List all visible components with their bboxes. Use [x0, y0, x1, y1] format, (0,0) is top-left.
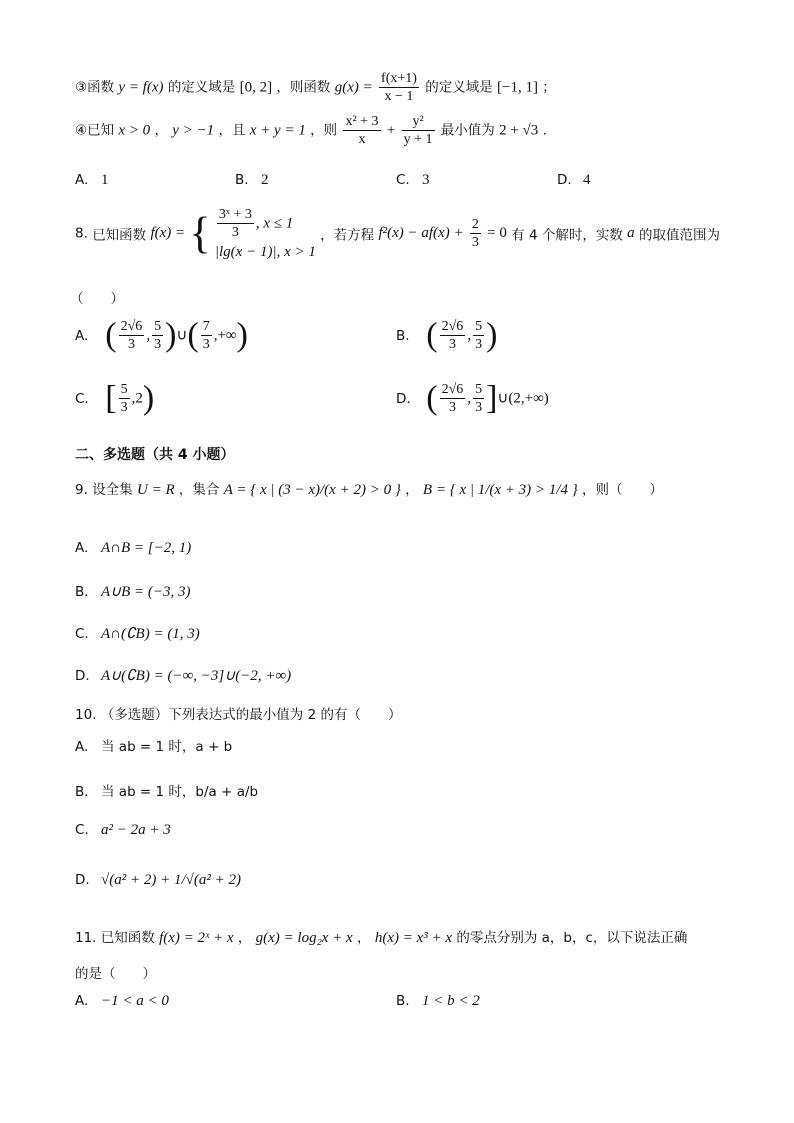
q9-universal-set: U = R	[136, 482, 175, 498]
q8-option-a[interactable]	[75, 318, 248, 364]
option-label: A.	[75, 172, 89, 188]
q9-text-2: ，集合	[178, 482, 220, 498]
q11-stem-line-2: 的是（ ）	[75, 966, 156, 982]
q8-a: a	[627, 225, 635, 241]
q11-option-a[interactable]	[75, 993, 169, 1010]
q8-option-d[interactable]	[396, 381, 549, 427]
q8-option-c[interactable]	[75, 381, 154, 427]
stmt4-num-2: y²	[402, 113, 435, 131]
q9-option-c[interactable]	[75, 624, 200, 643]
q11-h: h(x) = x³ + x	[374, 930, 453, 946]
stmt4-value: 2 + √3	[499, 122, 539, 139]
option-label: C.	[75, 822, 89, 838]
q8-text-3: 有 4 个解时，实数	[511, 227, 623, 244]
option-text: A∩B = [−2, 1)	[101, 540, 192, 556]
option-text: 1 < b < 2	[422, 993, 480, 1009]
stmt3-domain-1: [0, 2]	[239, 79, 273, 96]
stmt4-text-3: 最小值为	[440, 122, 495, 139]
option-text: 当 ab = 1 时，a + b	[101, 739, 233, 755]
q10-option-c[interactable]	[75, 822, 171, 839]
option-label: C.	[75, 390, 89, 407]
q7-option-b[interactable]	[235, 172, 269, 189]
option-text: A∪B = (−3, 3)	[101, 584, 191, 600]
q7-option-a[interactable]	[75, 172, 109, 189]
q9-set-b: B = { x | 1/(x + 3) > 1/4 }	[422, 482, 578, 498]
q8-equation-1: f²(x) − af(x) +	[378, 225, 464, 241]
stmt4-label: ④已知	[75, 122, 115, 139]
q10-stem	[75, 703, 401, 723]
stmt4-text-2: ，则	[310, 122, 338, 139]
q8-case1-den: 3	[231, 225, 239, 240]
stmt3-text-2: ，则函数	[276, 79, 331, 96]
section-heading: 二、多选题（共 4 小题）	[75, 447, 235, 463]
option-text: −1 < a < 0	[101, 993, 169, 1009]
stmt4-den-1: x	[358, 132, 366, 147]
q11-f: f(x) = 2ˣ + x	[159, 930, 234, 946]
stmt4-end: .	[542, 122, 547, 139]
q10-option-d[interactable]	[75, 872, 241, 889]
stmt4-cond-2: y > −1	[172, 122, 215, 139]
q9-sep: ，	[405, 482, 419, 498]
q9-number: 9.	[75, 482, 88, 498]
q7-option-c[interactable]	[396, 172, 430, 189]
q8-cases	[215, 206, 316, 261]
q11-text-2: 的零点分别为 a，b，c，以下说法正确	[456, 930, 688, 946]
q7-statement-4	[75, 113, 547, 155]
q7-option-d[interactable]	[557, 172, 591, 189]
q10-number: 10.	[75, 707, 97, 723]
q9-option-d[interactable]	[75, 666, 291, 685]
q9-stem	[75, 478, 663, 518]
stmt4-text-1: ，且	[218, 122, 246, 139]
q8-answer-paren: （ ）	[70, 291, 124, 307]
q10-option-a[interactable]	[75, 735, 232, 755]
stmt3-domain-2: [−1, 1]	[497, 79, 538, 96]
q10-option-b[interactable]	[75, 780, 258, 800]
q8-number: 8.	[75, 225, 88, 242]
option-text: 1	[101, 172, 109, 188]
q11-number: 11.	[75, 930, 97, 946]
stmt3-text-3: 的定义域是	[425, 79, 493, 96]
option-text: 4	[583, 172, 591, 188]
stmt3-fraction	[379, 70, 419, 105]
stmt4-den-2: y + 1	[403, 132, 433, 147]
option-label: B.	[235, 172, 249, 188]
stmt4-fraction-2	[402, 113, 435, 148]
q11-text-1: 已知函数	[100, 930, 155, 946]
stmt3-function: y = f(x)	[118, 79, 164, 96]
option-label: A.	[75, 540, 89, 556]
q9-text-1: 设全集	[92, 482, 133, 498]
q8-case1-fraction	[217, 206, 254, 241]
option-label: C.	[396, 172, 410, 188]
q8-case1-cond: , x ≤ 1	[255, 215, 294, 232]
stmt4-cond-3: x + y = 1	[249, 122, 306, 139]
option-label: B.	[75, 584, 89, 600]
option-text: √(a² + 2) + 1/√(a² + 2)	[101, 872, 241, 888]
q8-text-1: 已知函数	[92, 227, 147, 244]
option-label: D.	[557, 172, 572, 188]
option-label: B.	[396, 993, 410, 1009]
stmt4-fraction-1	[343, 113, 380, 148]
stmt3-text-1: 的定义域是	[167, 79, 236, 96]
stmt3-end: ；	[542, 79, 556, 96]
q9-option-a[interactable]	[75, 540, 191, 557]
option-label: A.	[75, 327, 89, 344]
option-label: A.	[75, 993, 89, 1009]
option-text: A∪(∁B) = (−∞, −3]∪(−2, +∞)	[101, 668, 292, 684]
q8-eq-num: 2	[471, 217, 479, 232]
option-label: B.	[396, 327, 410, 344]
q8-text-4: 的取值范围为	[638, 227, 720, 244]
q8-option-b-math: ( $\frac{2√6}{3}$ , $\frac{5}{3}$ )	[426, 316, 498, 354]
option-label: B.	[75, 784, 89, 800]
q7-statement-3	[75, 70, 556, 102]
option-text: a² − 2a + 3	[101, 822, 171, 838]
q8-case-1	[215, 206, 316, 241]
stmt4-sep: ，	[154, 122, 168, 139]
option-text: 2	[261, 172, 269, 188]
option-label: D.	[75, 872, 90, 888]
q8-case1-num: 3ˣ + 3	[218, 207, 252, 222]
q8-stem	[75, 206, 720, 272]
option-label: D.	[396, 390, 411, 407]
q8-brace: {	[189, 208, 211, 258]
q9-set-a: A = { x | (3 − x)/(x + 2) > 0 }	[223, 482, 401, 498]
q8-case-2: |lg(x − 1)|, x > 1	[214, 244, 316, 260]
q8-text-2: ，若方程	[320, 227, 375, 244]
stmt4-cond-1: x > 0	[118, 122, 151, 139]
stmt4-num-1: x² + 3	[345, 114, 379, 129]
q8-fx: f(x) =	[150, 225, 186, 241]
q8-option-c-math: [ $\frac{5}{3}$ ,2)	[105, 379, 155, 417]
q10-text: （多选题）下列表达式的最小值为 2 的有（ ）	[100, 707, 402, 723]
option-text: A∩(∁B) = (1, 3)	[101, 626, 200, 642]
q11-sep-2: ，	[357, 930, 371, 946]
q11-sep-1: ，	[237, 930, 252, 946]
q8-eq-den: 3	[471, 235, 479, 250]
q8-option-d-math: ( $\frac{2√6}{3}$ , $\frac{5}{3}$ ]∪(2,+∞)	[426, 379, 549, 417]
option-label: A.	[75, 739, 89, 755]
stmt3-numerator: f(x+1)	[381, 71, 417, 86]
q8-equation-2: = 0	[487, 225, 507, 241]
stmt3-denominator: x − 1	[384, 89, 414, 104]
stmt3-label: ③函数	[75, 79, 115, 96]
q8-option-a-math: ( $\frac{2√6}{3}$ , $\frac{5}{3}$ )∪( $\frac{7}{3}$ ,+∞)	[105, 316, 248, 354]
stmt3-g: g(x) =	[334, 79, 373, 96]
q11-g: g(x) = log₂x + x	[255, 930, 353, 946]
q11-option-b[interactable]	[396, 993, 480, 1010]
q11-stem-line-1	[75, 926, 687, 947]
q9-text-3: ，则（ ）	[582, 482, 664, 498]
q8-eq-fraction	[470, 216, 481, 251]
q9-option-b[interactable]	[75, 582, 191, 601]
option-label: D.	[75, 668, 90, 684]
stmt4-plus: +	[386, 122, 396, 139]
option-text: 当 ab = 1 时，b/a + a/b	[101, 784, 259, 800]
option-text: 3	[422, 172, 430, 188]
option-label: C.	[75, 626, 89, 642]
q8-option-b[interactable]	[396, 318, 497, 364]
